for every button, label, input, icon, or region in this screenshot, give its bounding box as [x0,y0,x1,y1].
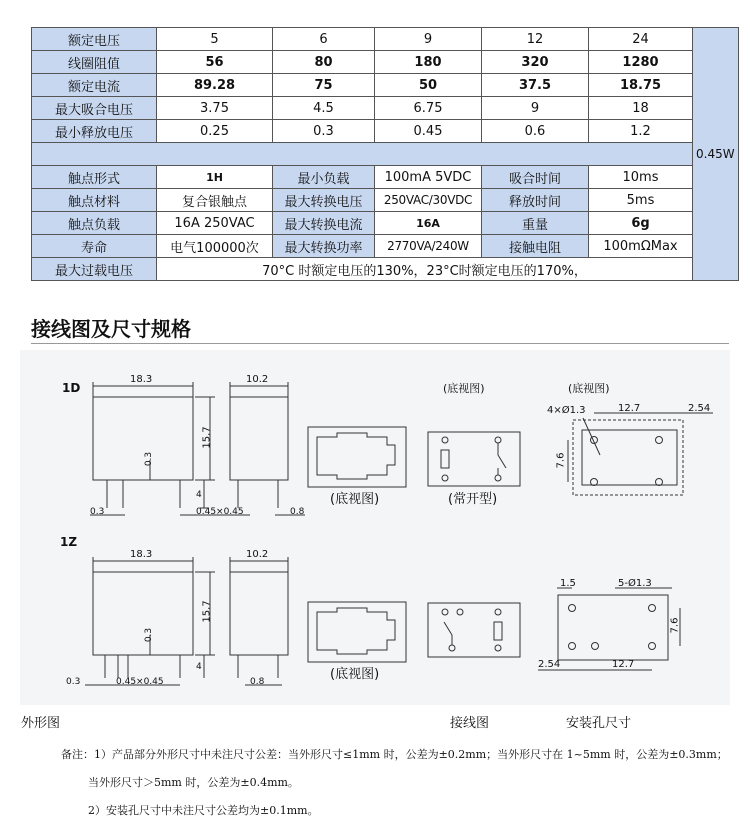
cell: 5ms [589,189,693,212]
dim-label: 18.3 [130,549,153,560]
cell: 电气100000次 [157,235,273,258]
table-spacer-row [32,143,739,166]
table-row [32,28,739,51]
cell: 12 [482,28,589,51]
overload-text: 70°C 时额定电压的130%，23°C时额定电压的170%， [157,258,693,281]
row-header: 重量 [482,212,589,235]
table-row [32,189,739,212]
dim-label: 0.3 [66,677,81,687]
cell: 0.25 [157,120,273,143]
row-header: 最小负载 [273,166,375,189]
note-line: 2）安装孔尺寸中未注尺寸公差均为±0.1mm。 [88,804,319,817]
wiring-caption: 接线图 [450,716,490,731]
row-header: 最大过载电压 [32,258,157,281]
cell: 1H [157,166,273,189]
table-row [32,97,739,120]
type-label-1z: 1Z [60,535,78,549]
table-row [32,212,739,235]
cell: 37.5 [482,74,589,97]
dim-label: 0.3 [144,451,155,467]
caption: (底视图) [330,667,380,682]
dim-label: 4×Ø1.3 [547,405,586,416]
section-title: 接线图及尺寸规格 [31,317,191,341]
row-header: 触点负载 [32,212,157,235]
caption: (常开型) [448,492,498,507]
cell: 复合银触点 [157,189,273,212]
dim-label: 2.54 [688,403,711,414]
side-view-1d [230,397,288,480]
cell: 16A [375,212,482,235]
cell: 0.6 [482,120,589,143]
spacer-cell [32,143,693,166]
cell: 6g [589,212,693,235]
dim-label: 0.3 [144,627,155,643]
drawing-area [20,350,730,705]
cell: 4.5 [273,97,375,120]
dim-label: 2.54 [538,659,561,670]
cell: 9 [482,97,589,120]
cell: 3.75 [157,97,273,120]
table-row [32,166,739,189]
bottom-view-1z [308,602,406,662]
mounting-caption: 安装孔尺寸 [566,716,632,731]
cell: 320 [482,51,589,74]
row-header: 最大转换功率 [273,235,375,258]
dim-label: 4 [196,662,202,672]
dim-label: 0.45×0.45 [116,677,164,687]
row-header: 释放时间 [482,189,589,212]
row-header: 接触电阻 [482,235,589,258]
front-view-1z [93,572,193,655]
caption: (底视图) [443,382,485,395]
dim-label: 15.7 [201,426,213,449]
row-header: 额定电压 [32,28,157,51]
row-header: 最小释放电压 [32,120,157,143]
row-header: 触点材料 [32,189,157,212]
cell: 9 [375,28,482,51]
cell: 0.45 [375,120,482,143]
bottom-view-1d [308,427,406,487]
row-header: 吸合时间 [482,166,589,189]
front-view-1d [93,397,193,480]
dim-label: 15.7 [201,600,213,623]
dim-label: 10.2 [246,549,269,560]
cell: 24 [589,28,693,51]
dim-label: 12.7 [612,659,635,670]
spec-table [31,27,739,281]
table-row [32,258,739,281]
dim-label: 1.5 [560,578,576,589]
dim-label: 10.2 [246,374,269,385]
table-row [32,235,739,258]
table-row [32,120,739,143]
cell: 18.75 [589,74,693,97]
divider [31,343,729,344]
type-label-1d: 1D [62,381,81,395]
dim-label: 12.7 [618,403,641,414]
dim-label: 7.6 [669,617,681,634]
note-line: 备注：1）产品部分外形尺寸中未注尺寸公差：当外形尺寸≤1mm 时，公差为±0.2mm；当外形尺寸在 1~5mm 时，公差为±0.3mm； [61,748,728,761]
cell: 18 [589,97,693,120]
table-row [32,51,739,74]
row-header: 寿命 [32,235,157,258]
cell: 5 [157,28,273,51]
cell: 56 [157,51,273,74]
cell: 10ms [589,166,693,189]
row-header: 触点形式 [32,166,157,189]
dim-label: 0.3 [90,507,105,517]
cell: 1.2 [589,120,693,143]
row-header: 最大转换电流 [273,212,375,235]
row-header: 最大吸合电压 [32,97,157,120]
cell: 50 [375,74,482,97]
dim-label: 0.45×0.45 [196,507,244,517]
cell: 100mA 5VDC [375,166,482,189]
dim-label: 4 [196,490,202,500]
dim-label: 7.6 [555,452,567,469]
cell: 75 [273,74,375,97]
cell: 16A 250VAC [157,212,273,235]
cell: 80 [273,51,375,74]
side-view-1z [230,572,288,655]
row-header: 额定电流 [32,74,157,97]
cell: 100mΩMax [589,235,693,258]
cell: 0.3 [273,120,375,143]
cell: 2770VA/240W [375,235,482,258]
caption: (底视图) [330,492,380,507]
dim-label: 5-Ø1.3 [618,578,652,589]
cell: 6 [273,28,375,51]
table-row [32,74,739,97]
cell: 180 [375,51,482,74]
row-header: 线圈阻值 [32,51,157,74]
cell: 89.28 [157,74,273,97]
cell: 250VAC/30VDC [375,189,482,212]
cell: 1280 [589,51,693,74]
power-cell: 0.45W [693,28,739,281]
row-header: 最大转换电压 [273,189,375,212]
dim-label: 18.3 [130,374,153,385]
caption: (底视图) [568,382,610,395]
dim-label: 0.8 [250,677,265,687]
outline-caption: 外形图 [21,716,61,731]
note-line: 当外形尺寸＞5mm 时，公差为±0.4mm。 [88,776,299,789]
dim-label: 0.8 [290,507,305,517]
cell: 6.75 [375,97,482,120]
